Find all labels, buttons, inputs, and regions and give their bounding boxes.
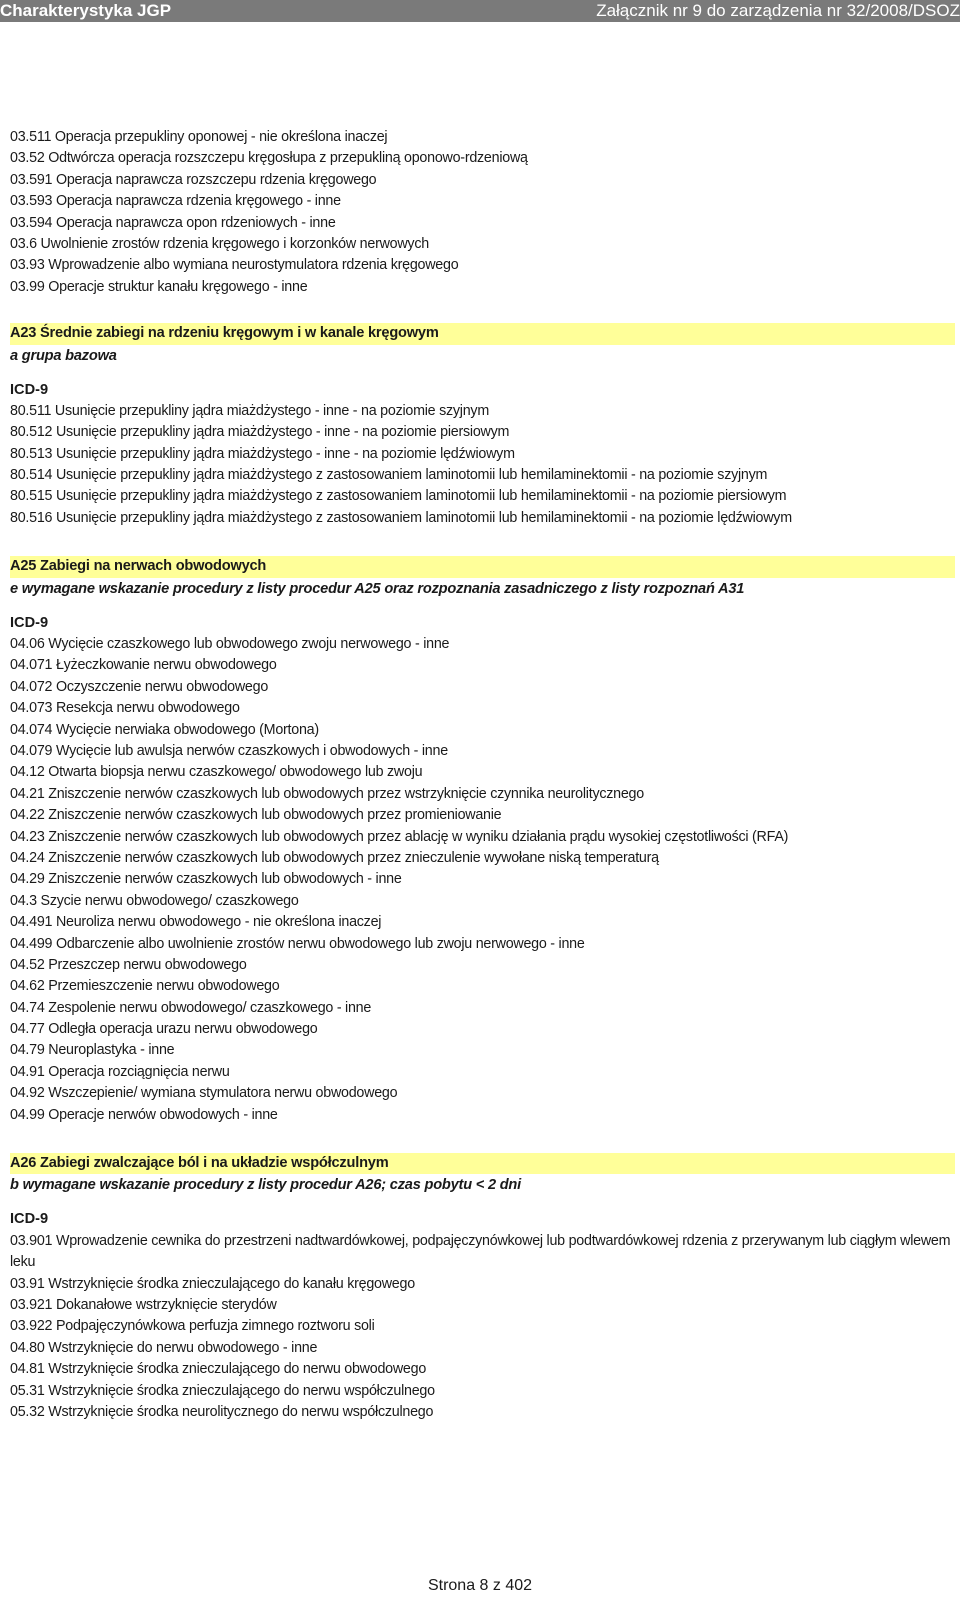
page-number: Strona 8 z 402 xyxy=(427,1577,533,1594)
section-a26 xyxy=(10,1153,955,1423)
list-item: 03.922 Podpajęczynówkowa perfuzja zimnego roztworu soli xyxy=(10,1318,375,1335)
list-item: 04.12 Otwarta biopsja nerwu czaszkowego/ obwodowego lub zwoju xyxy=(10,764,423,781)
attachment-reference: Załącznik nr 9 do zarządzenia nr 32/2008/DSOZ xyxy=(596,1,960,20)
list-item: 04.52 Przeszczep nerwu obwodowego xyxy=(10,956,247,973)
list-item: 80.516 Usunięcie przepukliny jądra miażdżystego z zastosowaniem laminotomii lub hemilaminektomii - na poziomie lędźwiowym xyxy=(10,509,792,526)
section-a23 xyxy=(10,323,955,529)
list-item: 80.511 Usunięcie przepukliny jądra miażdżystego - inne - na poziomie szyjnym xyxy=(10,402,489,419)
list-item: 04.74 Zespolenie nerwu obwodowego/ czaszkowego - inne xyxy=(10,999,372,1016)
list-item: 03.921 Dokanałowe wstrzyknięcie sterydów xyxy=(10,1297,277,1313)
list-item: 04.79 Neuroplastyka - inne xyxy=(10,1042,175,1059)
list-item: 80.512 Usunięcie przepukliny jądra miażdżystego - inne - na poziomie piersiowym xyxy=(10,424,510,441)
list-item: 04.77 Odległa operacja urazu nerwu obwodowego xyxy=(10,1021,318,1038)
list-item: 04.073 Resekcja nerwu obwodowego xyxy=(10,700,240,717)
list-item: 04.071 Łyżeczkowanie nerwu obwodowego xyxy=(10,657,277,674)
list-item: 04.491 Neuroliza nerwu obwodowego - nie określona inaczej xyxy=(10,914,382,931)
section-subtitle: e wymagane wskazanie procedury z listy procedur A25 oraz rozpoznania zasadniczego z listy rozpoznań A31 xyxy=(10,580,745,597)
list-item: 03.52 Odtwórcza operacja rozszczepu kręgosłupa z przepukliną oponowo-rdzeniową xyxy=(10,150,528,167)
top-procedure-list xyxy=(10,127,955,298)
document-title: Charakterystyka JGP xyxy=(0,1,172,20)
list-item: 04.62 Przemieszczenie nerwu obwodowego xyxy=(10,978,280,995)
list-item: 03.591 Operacja naprawcza rozszczepu rdzenia kręgowego xyxy=(10,171,377,188)
list-item: 03.91 Wstrzyknięcie środka znieczulającego do kanału kręgowego xyxy=(10,1275,415,1292)
list-item: 03.594 Operacja naprawcza opon rdzeniowych - inne xyxy=(10,214,336,231)
icd-label: ICD-9 xyxy=(10,1211,49,1228)
list-item: 03.593 Operacja naprawcza rdzenia kręgowego - inne xyxy=(10,193,341,210)
list-item: 80.514 Usunięcie przepukliny jądra miażdżystego z zastosowaniem laminotomii lub hemilaminektomii - na poziomie szyjnym xyxy=(10,467,768,484)
section-title: A26 Zabiegi zwalczające ból i na układzie współczulnym xyxy=(10,1153,955,1174)
list-item: 80.513 Usunięcie przepukliny jądra miażdżystego - inne - na poziomie lędźwiowym xyxy=(10,445,515,462)
list-item: 03.511 Operacja przepukliny oponowej - nie określona inaczej xyxy=(10,129,388,145)
list-item: 04.23 Zniszczenie nerwów czaszkowych lub obwodowych przez ablację w wyniku działania prądu wysokiej częstotliwości (RFA) xyxy=(10,828,789,845)
list-item: 04.072 Oczyszczenie nerwu obwodowego xyxy=(10,678,269,695)
list-item: 04.06 Wycięcie czaszkowego lub obwodowego zwoju nerwowego - inne xyxy=(10,636,450,653)
list-item: 80.515 Usunięcie przepukliny jądra miażdżystego z zastosowaniem laminotomii lub hemilaminektomii - na poziomie piersiowym xyxy=(10,488,787,505)
list-item: 04.079 Wycięcie lub awulsja nerwów czaszkowych i obwodowych - inne xyxy=(10,742,448,759)
icd-label: ICD-9 xyxy=(10,381,49,398)
section-a25 xyxy=(10,556,955,1126)
section-title: A23 Średnie zabiegi na rdzeniu kręgowym i w kanale kręgowym xyxy=(10,323,955,344)
section-subtitle: a grupa bazowa xyxy=(10,347,117,364)
list-item: 03.99 Operacje struktur kanału kręgowego - inne xyxy=(10,278,308,295)
list-item: 04.074 Wycięcie nerwiaka obwodowego (Mortona) xyxy=(10,721,319,738)
list-item: 04.24 Zniszczenie nerwów czaszkowych lub obwodowych przez znieczulenie wywołane niską temperaturą xyxy=(10,849,659,866)
list-item: 04.499 Odbarczenie albo uwolnienie zrostów nerwu obwodowego lub zwoju nerwowego - inne xyxy=(10,935,585,952)
list-item: 03.93 Wprowadzenie albo wymiana neurostymulatora rdzenia kręgowego xyxy=(10,257,459,274)
list-item: 05.31 Wstrzyknięcie środka znieczulającego do nerwu współczulnego xyxy=(10,1382,435,1399)
list-item: 04.3 Szycie nerwu obwodowego/ czaszkowego xyxy=(10,892,299,909)
list-item: 05.32 Wstrzyknięcie środka neurolitycznego do nerwu współczulnego xyxy=(10,1403,434,1420)
list-item: 04.29 Zniszczenie nerwów czaszkowych lub obwodowych - inne xyxy=(10,871,402,888)
list-item: 04.81 Wstrzyknięcie środka znieczulającego do nerwu obwodowego xyxy=(10,1361,427,1378)
section-title: A25 Zabiegi na nerwach obwodowych xyxy=(10,556,955,577)
list-item: 04.92 Wszczepienie/ wymiana stymulatora nerwu obwodowego xyxy=(10,1085,398,1102)
document-body xyxy=(10,127,955,1423)
section-subtitle: b wymagane wskazanie procedury z listy procedur A26; czas pobytu < 2 dni xyxy=(10,1177,521,1194)
list-item: 04.91 Operacja rozciągnięcia nerwu xyxy=(10,1063,230,1080)
list-item: 03.901 Wprowadzenie cewnika do przestrzeni nadtwardówkowej, podpajęczynówkowej lub podtwardówkowej rdzenia z przerywanym lub ciągłym wlewem leku xyxy=(10,1232,951,1271)
list-item: 04.21 Zniszczenie nerwów czaszkowych lub obwodowych przez wstrzyknięcie czynnika neurolitycznego xyxy=(10,785,644,802)
list-item: 04.99 Operacje nerwów obwodowych - inne xyxy=(10,1106,278,1123)
list-item: 04.80 Wstrzyknięcie do nerwu obwodowego - inne xyxy=(10,1339,318,1356)
list-item: 04.22 Zniszczenie nerwów czaszkowych lub obwodowych przez promieniowanie xyxy=(10,807,502,824)
page-header xyxy=(0,0,960,22)
icd-label: ICD-9 xyxy=(10,614,49,631)
list-item: 03.6 Uwolnienie zrostów rdzenia kręgowego i korzonków nerwowych xyxy=(10,235,429,252)
